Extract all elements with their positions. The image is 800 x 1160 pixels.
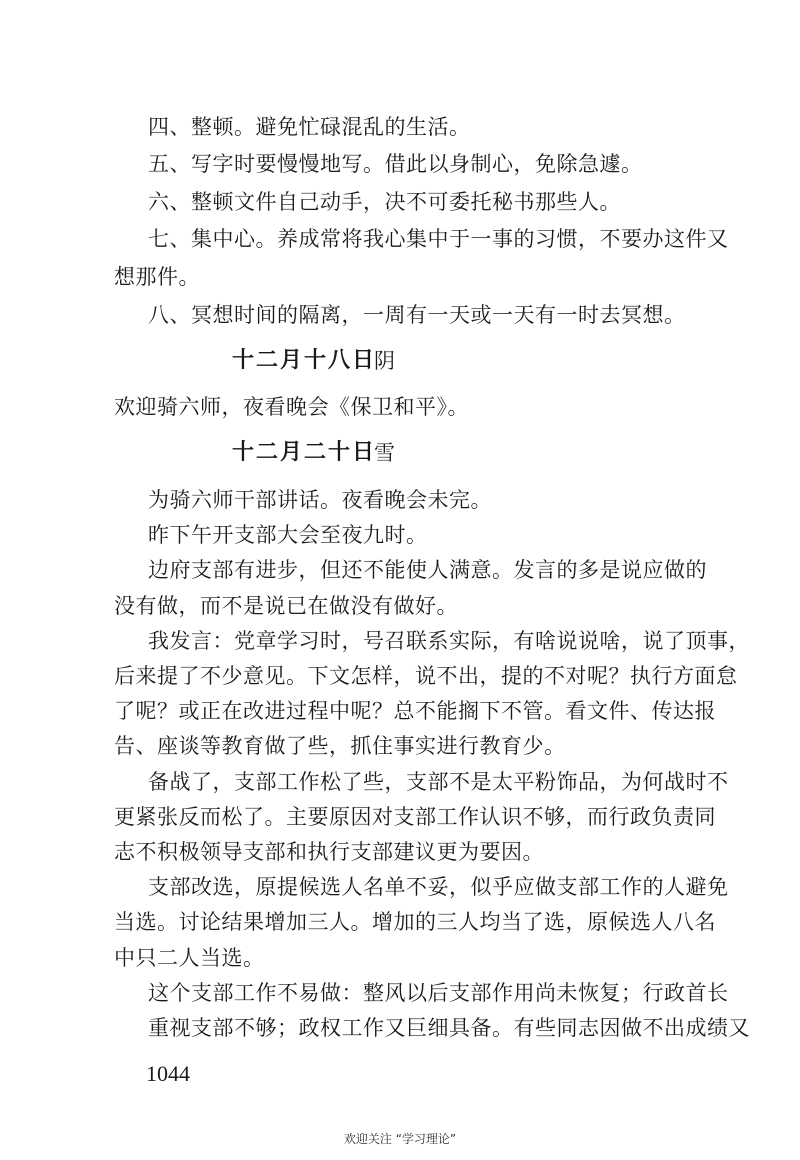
dec20-line-15: 这个支部工作不易做：整风以后支部作用尚未恢复；行政首长 xyxy=(148,981,729,1005)
entry-item-5: 五、写字时要慢慢地写。借此以身制心，免除急遽。 xyxy=(148,152,643,176)
dec20-line-14: 中只二人当选。 xyxy=(114,946,265,970)
dec20-line-12: 支部改选，原提候选人名单不妥，似乎应做支部工作的人避免 xyxy=(148,875,729,899)
entry-item-7-cont: 想那件。 xyxy=(114,265,200,289)
dec20-line-5: 我发言：党章学习时，号召联系实际，有啥说说啥，说了顶事， xyxy=(148,629,750,653)
date-heading-dec20: 十二月二十日 xyxy=(232,440,377,465)
dec20-line-4: 没有做，而不是说已在做没有做好。 xyxy=(114,594,458,618)
entry-item-4: 四、整顿。避免忙碌混乱的生活。 xyxy=(148,115,471,139)
date-heading-dec18: 十二月十八日 xyxy=(232,348,377,373)
dec18-line-1: 欢迎骑六师，夜看晚会《保卫和平》。 xyxy=(114,395,469,419)
dec20-line-6: 后来提了不少意见。下文怎样，说不出，提的不对呢？执行方面怠 xyxy=(114,664,738,688)
dec20-line-8: 告、座谈等教育做了些，抓住事实进行教育少。 xyxy=(114,734,566,758)
footer-note: 欢迎关注 “学习理论” xyxy=(343,1132,457,1146)
dec20-line-3: 边府支部有进步，但还不能使人满意。发言的多是说应做的 xyxy=(148,558,707,582)
dec20-line-2: 昨下午开支部大会至夜九时。 xyxy=(148,523,428,547)
entry-item-7: 七、集中心。养成常将我心集中于一事的习惯，不要办这件又 xyxy=(148,227,729,251)
weather-dec18: 阴 xyxy=(374,349,395,373)
weather-dec20: 雪 xyxy=(374,441,395,465)
dec20-line-16: 重视支部不够；政权工作又巨细具备。有些同志因做不出成绩又 xyxy=(148,1016,750,1040)
entry-item-6: 六、整顿文件自己动手，决不可委托秘书那些人。 xyxy=(148,190,621,214)
page-number: 1044 xyxy=(146,1061,190,1086)
dec20-line-9: 备战了，支部工作松了些，支部不是太平粉饰品，为何战时不 xyxy=(148,770,729,794)
dec20-line-13: 当选。讨论结果增加三人。增加的三人均当了选，原候选人八名 xyxy=(114,910,716,934)
entry-item-8: 八、冥想时间的隔离，一周有一天或一天有一时去冥想。 xyxy=(148,303,686,327)
dec20-line-7: 了呢？或正在改进过程中呢？总不能搁下不管。看文件、传达报 xyxy=(114,699,716,723)
dec20-line-1: 为骑六师干部讲话。夜看晚会未完。 xyxy=(148,488,492,512)
dec20-line-10: 更紧张反而松了。主要原因对支部工作认识不够，而行政负责同 xyxy=(114,805,716,829)
dec20-line-11: 志不积极领导支部和执行支部建议更为要因。 xyxy=(114,840,544,864)
